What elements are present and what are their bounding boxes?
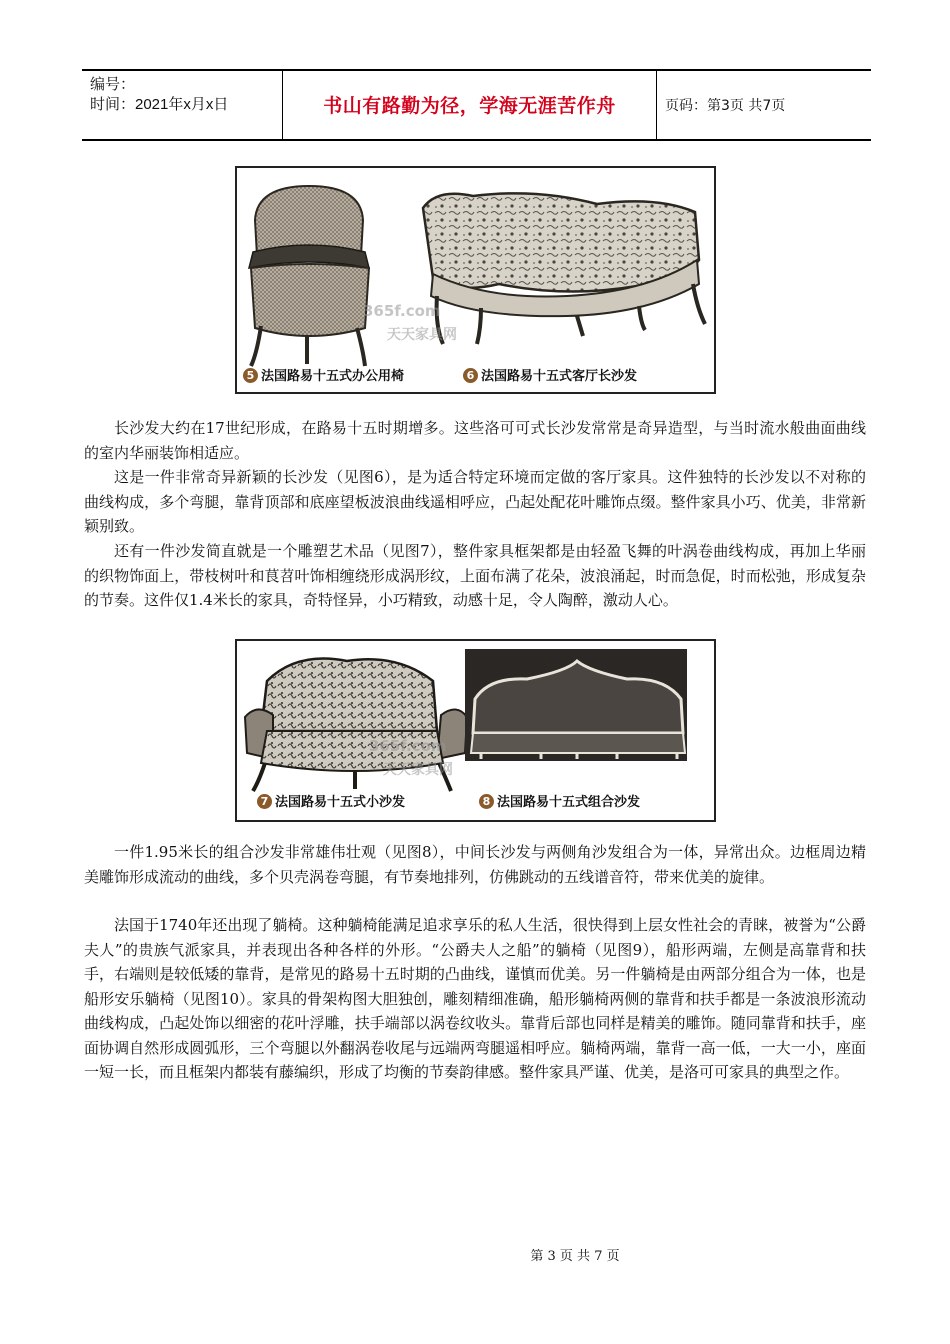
watermark-url: 365f.com (363, 302, 441, 320)
figure-small-and-combination-sofa (235, 639, 716, 822)
paragraph: 法国于1740年还出现了躺椅。这种躺椅能满足追求享乐的私人生活，很快得到上层女性社会的青睐，被誉为“公爵夫人”的贵族气派家具，并表现出各种各样的外形。“公爵夫人之船”的躺椅（见图9），船形两端，左侧是高靠背和扶手，右端则是较低矮的靠背，是常见的路易十五时期的凸曲线，谨慎而优美。另一件躺椅是由两部分组合为一体，也是船形安乐躺椅（见图10）。家具的骨架构图大胆独创，雕刻精细准确，船形躺椅两侧的靠背和扶手都是一条波浪形流动曲线构成，凸起处饰以细密的花叶浮雕，扶手端部以涡卷纹收头。靠背后部也同样是精美的雕饰。随同靠背和扶手，座面协调自然形成圆弧形，三个弯腿以外翻涡卷收尾与远端两弯腿遥相呼应。躺椅两端，靠背一高一低，一大一小，座面一短一长，而且框架内都装有藤编织，形成了均衡的节奏韵律感。整件家具严谨、优美，是洛可可家具的典型之作。 (84, 916, 866, 1081)
combination-sofa-drawing (465, 649, 687, 761)
caption-text: 法国路易十五式小沙发 (275, 795, 406, 810)
furniture-illustration-1 (237, 168, 714, 392)
sofa-drawing (423, 193, 705, 344)
paragraph: 这是一件非常奇异新颖的长沙发（见图6），是为适合特定环境而定做的客厅家具。这件独特的长沙发以不对称的曲线构成，多个弯腿，靠背顶部和底座望板波浪曲线遥相呼应，凸起处配花叶雕饰点缀。整件家具小巧、优美，非常新颖别致。 (84, 468, 866, 535)
caption-number-badge: 6 (463, 368, 478, 383)
figure-chair-and-sofa (235, 166, 716, 394)
caption-figure-6 (463, 365, 637, 384)
paragraph: 一件1.95米长的组合沙发非常雄伟壮观（见图8），中间长沙发与两侧角沙发组合为一体，异常出众。边框周边精美雕饰形成流动的曲线，多个贝壳涡卷弯腿，有节奏地排列，仿佛跳动的五线谱音符，带来优美的旋律。 (84, 843, 866, 886)
page-header (82, 69, 871, 141)
watermark-text: 天天家具网 (383, 762, 453, 778)
serial-label: 编号： (90, 76, 136, 93)
office-chair-drawing (249, 186, 369, 366)
caption-figure-7 (257, 791, 405, 810)
date-label: 时间：2021年x月x日 (90, 96, 229, 113)
caption-number-badge: 8 (479, 794, 494, 809)
caption-text: 法国路易十五式组合沙发 (497, 795, 641, 810)
header-page-info: 页码：第3页 共7页 (665, 98, 786, 114)
paragraph: 还有一件沙发简直就是一个雕塑艺术品（见图7），整件家具框架都是由轻盈飞舞的叶涡卷曲线构成，再加上华丽的织物饰面上，带枝树叶和茛苕叶饰相缠绕形成涡形纹，上面布满了花朵，波浪涌起，时而急促，时而松弛，形成复杂的节奏。这件仅1.4米长的家具，奇特怪异，小巧精致，动感十足，令人陶醉，激动人心。 (84, 542, 866, 609)
caption-figure-8 (479, 791, 640, 810)
page-footer: 第 3 页 共 7 页 (530, 1249, 620, 1264)
header-meta (82, 71, 282, 139)
caption-number-badge: 5 (243, 368, 258, 383)
caption-figure-5 (243, 365, 404, 384)
watermark-text: 天天家具网 (387, 327, 457, 343)
caption-text: 法国路易十五式客厅长沙发 (481, 369, 638, 384)
watermark-url: 365f.com (369, 737, 447, 755)
caption-text: 法国路易十五式办公用椅 (261, 369, 405, 384)
header-divider (656, 71, 657, 139)
header-motto: 书山有路勤为径，学海无涯苦作舟 (323, 95, 616, 117)
caption-number-badge: 7 (257, 794, 272, 809)
paragraph: 长沙发大约在17世纪形成，在路易十五时期增多。这些洛可可式长沙发常常是奇异造型，与当时流水般曲面曲线的室内华丽装饰相适应。 (84, 419, 866, 462)
